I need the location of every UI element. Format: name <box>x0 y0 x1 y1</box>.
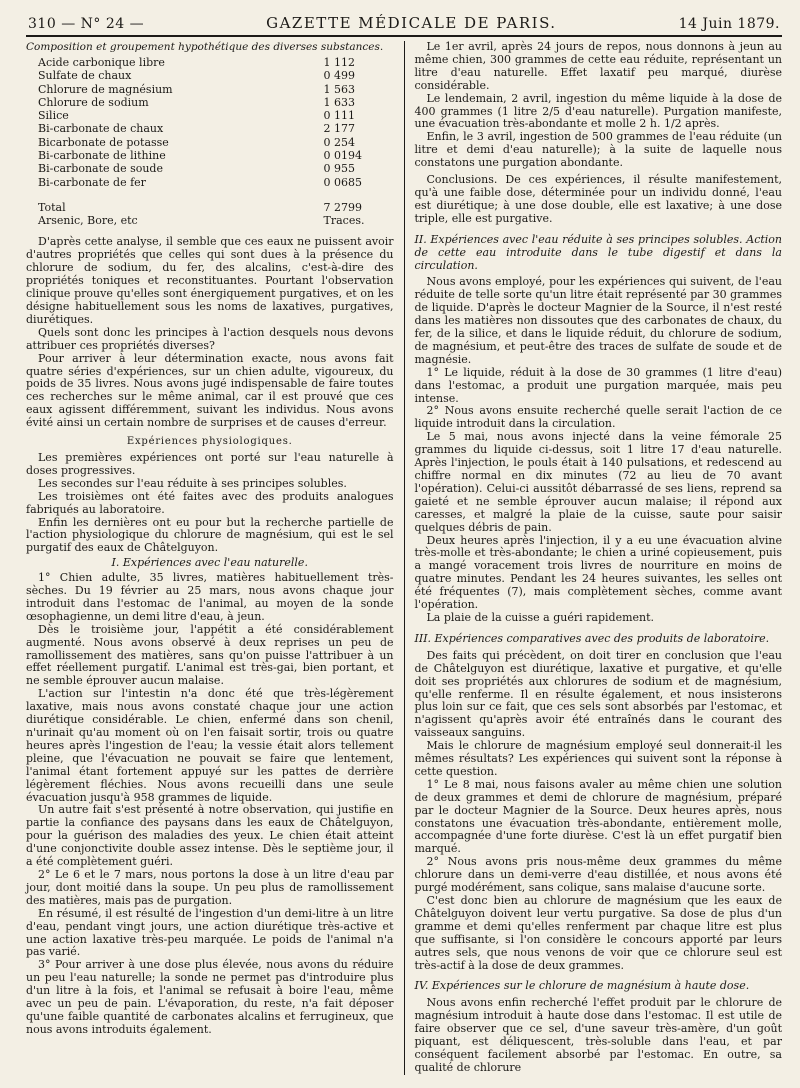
page-header <box>26 14 782 37</box>
paragraph: En résumé, il est résulté de l'ingestion d'un demi-litre à un litre d'eau, pendant vingt jours, une action diurétique très-active et une action laxative très-peu marquée. Le poids de l'animal n'a pas varié. <box>26 906 394 959</box>
paragraph: Le 5 mai, nous avons injecté dans la veine fémorale 25 grammes du liquide ci-dessus, soit 1 litre 17 d'eau naturelle. Après l'injection, le pouls était à 140 pulsations, et redescend au chiffre normal en dix minutes (72 au lieu de 70 avant l'opération). Celui-ci aussitôt débarrassé de ses liens, reprend sa gaieté et ne semble éprouver aucun malaise; il répond aux caresses, et malgré la plaie de la cuisse, saute pour saisir quelques débris de pain. <box>414 430 782 534</box>
paragraph: L'action sur l'intestin n'a donc été que très-légèrement laxative, mais nous avons constaté chaque jour une action diurétique considérable. Le chien, enfermé dans son chenil, n'urinait qu'au moment où on l'en faisait sortir, trois ou quatre heures après l'ingestion de l'eau; la vessie était alors tellement pleine, que l'évacuation ne pouvait se faire que lentement, l'animal étant fortement appuyé sur les pattes de derrière légèrement fléchies. Nous avons recueilli dans une seule évacuation jusqu'à 958 grammes de liquide. <box>26 687 394 804</box>
composition-row: Bi-carbonate de lithine 0 0194 <box>38 148 362 162</box>
issue-date: 14 Juin 1879. <box>678 16 780 32</box>
paragraph: Le 1er avril, après 24 jours de repos, nous donnons à jeun au même chien, 300 grammes de cette eau réduite, représentant un litre d'eau naturelle. Effet laxatif peu marqué, diurèse considérable. <box>414 40 782 92</box>
composition-row: Bicarbonate de potasse 0 254 <box>38 135 355 149</box>
text-columns <box>26 41 782 1075</box>
section-heading: III. Expériences comparatives avec des produits de laboratoire. <box>414 631 770 645</box>
left-column <box>26 41 404 1075</box>
paragraph: Les premières expériences ont porté sur l'eau naturelle à doses progressives. <box>26 450 394 477</box>
composition-table <box>38 57 394 229</box>
paragraph: 2° Le 6 et le 7 mars, nous portons la dose à un litre d'eau par jour, dont moitié dans la soupe. Un peu plus de ramollissement des matières, mais pas de purgation. <box>26 867 394 907</box>
paragraph-conclusions: Conclusions. De ces expériences, il résulte manifestement, qu'à une faible dose, déterminée pour un individu donné, l'eau est diurétique; à une dose double, elle est laxative; à une dose triple, elle est purgative. <box>414 173 782 225</box>
journal-title: GAZETTE MÉDICALE DE PARIS. <box>266 14 557 32</box>
composition-row: Bi-carbonate de fer 0 0685 <box>38 175 362 189</box>
paragraph: Nous avons enfin recherché l'effet produit par le chlorure de magnésium introduit à haute dose dans l'estomac. Il est utile de faire observer que ce sel, d'une saveur très-amère, d'un goût piquant, est déliquescent, très-soluble dans l'eau, et par conséquent facilement absorbé par l'estomac. En outre, sa qualité de chlorure <box>414 996 782 1074</box>
paragraph: Enfin, le 3 avril, ingestion de 500 grammes de l'eau réduite (un litre et demi d'eau naturelle); à la suite de laquelle nous constatons une purgation abondante. <box>414 130 782 170</box>
paragraph: 2° Nous avons ensuite recherché quelle serait l'action de ce liquide introduit dans la circulation. <box>414 404 782 431</box>
section-heading: Expériences physiologiques. <box>126 436 293 448</box>
section-heading: II. Expériences avec l'eau réduite à ses principes solubles. Action de cette eau introduite dans le tube digestif et dans la circulation. <box>414 232 782 272</box>
paragraph: Les troisièmes ont été faites avec des produits analogues fabriqués au laboratoire. <box>26 489 394 516</box>
paragraph: C'est donc bien au chlorure de magnésium que les eaux de Châtelguyon doivent leur vertu purgative. Sa dose de plus d'un gramme et demi qu'elles renferment par chaque litre est plus que suffisante, si l'on considère le concours apporté par leurs autres sels, que nous venons de voir que ce chlorure seul est très-actif à la dose de deux grammes. <box>414 894 782 972</box>
paragraph: Le lendemain, 2 avril, ingestion du même liquide à la dose de 400 grammes (1 litre 2/5 d'eau naturelle). Purgation manifeste, une évacuation très-abondante et molle 2 h. 1/2 après. <box>414 91 782 131</box>
composition-table-title: Composition et groupement hypothétique des diverses substances. <box>26 41 384 53</box>
composition-row: Chlorure de magnésium 1 563 <box>38 82 355 96</box>
paragraph: D'après cette analyse, il semble que ces eaux ne puissent avoir d'autres propriétés que celles qui sont dues à la présence du chlorure de sodium, du fer, des alcalins, c'est-à-dire des propriétés toniques et reconstituantes. Pourtant l'observation clinique prouve qu'elles sont énergiquement purgatives, et on les désigne habituellement sous les noms de laxatives, purgatives, diurétiques. <box>26 235 394 326</box>
composition-traces: Arsenic, Bore, etc Traces. <box>38 214 365 228</box>
section-heading: IV. Expériences sur le chlorure de magnésium à haute dose. <box>414 979 750 993</box>
paragraph: Mais le chlorure de magnésium employé seul donnerait-il les mêmes résultats? Les expériences qui suivent sont la réponse à cette question. <box>414 739 782 778</box>
paragraph: 1° Le liquide, réduit à la dose de 30 grammes (1 litre d'eau) dans l'estomac, a produit une purgation marquée, mais peu intense. <box>414 365 782 405</box>
paragraph: Dès le troisième jour, l'appétit a été considérablement augmenté. Nous avons observé à deux reprises un peu de ramollissement des matières, sans qu'on puisse l'attribuer à un effet réellement purgatif. L'animal est très-gai, bien portant, et ne semble éprouver aucun malaise. <box>26 622 394 688</box>
composition-row: Acide carbonique libre 1 112 <box>38 55 355 69</box>
paragraph: Deux heures après l'injection, il y a eu une évacuation alvine très-molle et très-abondante; le chien a uriné copieusement, puis a mangé voracement trois livres de nourriture en moins de quatre minutes. Pendant les 24 heures suivantes, les selles ont été fréquentes (7), mais complètement sèches, comme avant l'opération. <box>414 533 782 612</box>
paragraph: 1° Le 8 mai, nous faisons avaler au même chien une solution de deux grammes et demi de chlorure de magnésium, préparé par le docteur Magnier de la Source. Deux heures après, nous constatons une évacuation très-abondante, entièrement molle, accompagnée d'une forte diurèse. C'est là un effet purgatif bien marqué. <box>414 777 782 856</box>
composition-row: Bi-carbonate de soude 0 955 <box>38 162 355 176</box>
paragraph: Les secondes sur l'eau réduite à ses principes solubles. <box>38 476 347 490</box>
paragraph: 2° Nous avons pris nous-même deux grammes du même chlorure dans un demi-verre d'eau distillée, et nous avons été purgé modérément, sans colique, sans malaise d'aucune sorte. <box>414 855 782 895</box>
paragraph: 3° Pour arriver à une dose plus élevée, nous avons du réduire un peu l'eau naturelle; la sonde ne permet pas d'introduire plus d'un litre à la fois, et l'animal se refusait à boire l'eau, même avec un peu de pain. L'évaporation, du reste, n'a fait déposer qu'une faible quantité de carbonates alcalins et ferrugineux, que nous avons introduits également. <box>26 958 394 1036</box>
paragraph: Un autre fait s'est présenté à notre observation, qui justifie en partie la confiance des paysans dans les eaux de Châtelguyon, pour la guérison des maladies des yeux. Le chien était atteint d'une conjonctivite double assez intense. Dès le septième jour, il a été complètement guéri. <box>26 803 394 869</box>
page-number-issue: 310 — N° 24 — <box>28 16 145 32</box>
right-column <box>404 41 783 1075</box>
paragraph: La plaie de la cuisse a guéri rapidement. <box>426 610 655 624</box>
paragraph: Des faits qui précèdent, on doit tirer en conclusion que l'eau de Châtelguyon est diurétique, laxative et purgative, et qu'elle doit ses propriétés aux chlorures de sodium et de magnésium, qu'elle renferme. Il en résulte également, et nous insisterons plus loin sur ce fait, que ces sels sont absorbés par l'estomac, et n'agissent qu'après avoir été entraînés dans le courant des vaisseaux sanguins. <box>414 648 782 740</box>
paragraph: Quels sont donc les principes à l'action desquels nous devons attribuer ces propriétés diverses? <box>26 325 394 352</box>
composition-row: Chlorure de sodium 1 633 <box>38 95 355 109</box>
section-heading: I. Expériences avec l'eau naturelle. <box>111 556 308 570</box>
paragraph: Nous avons employé, pour les expériences qui suivent, de l'eau réduite de telle sorte qu'un litre était représenté par 30 grammes de liquide. D'après le docteur Magnier de la Source, il n'est resté dans les matières non dissoutes que des carbonates de chaux, du fer, de la silice, et dans le liquide réduit, du chlorure de sodium, de magnésium, et peut-être des traces de sulfate de soude et de magnésie. <box>414 275 782 366</box>
composition-row: Silice 0 111 <box>38 109 355 123</box>
composition-row: Sulfate de chaux 0 499 <box>38 69 355 83</box>
paragraph: Pour arriver à leur détermination exacte, nous avons fait quatre séries d'expériences, sur un chien adulte, vigoureux, du poids de 35 livres. Nous avons jugé indispensable de faire toutes ces recherches sur le même animal, car il est prouvé que ces eaux agissent différemment, suivant les individus. Nous avons évité ainsi un certain nombre de surprises et de causes d'erreur. <box>26 351 394 430</box>
composition-total: Total 7 2799 <box>38 200 362 214</box>
paragraph: 1° Chien adulte, 35 livres, matières habituellement très-sèches. Du 19 février au 25 mars, nous avons chaque jour introduit dans l'estomac de l'animal, au moyen de la sonde œsophagienne, un demi litre d'eau, à jeun. <box>26 571 394 623</box>
composition-row: Bi-carbonate de chaux 2 177 <box>38 122 355 136</box>
paragraph: Enfin les dernières ont eu pour but la recherche partielle de l'action physiologique du chlorure de magnésium, qui est le sel purgatif des eaux de Châtelguyon. <box>26 515 394 555</box>
